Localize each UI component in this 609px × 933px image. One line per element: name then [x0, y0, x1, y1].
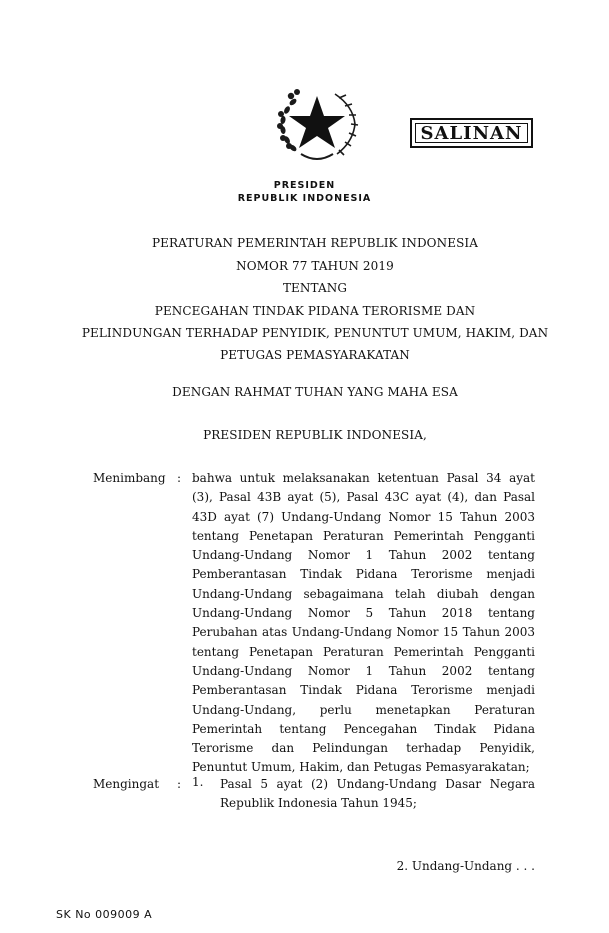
salinan-label: SALINAN — [420, 122, 523, 144]
observing-label: Mengingat — [93, 777, 160, 791]
salinan-stamp — [410, 118, 533, 148]
regulation-subject-line-2: PELINDUNGAN TERHADAP PENYIDIK, PENUNTUT UMUM, HAKIM, DAN — [81, 326, 549, 340]
regulation-about: TENTANG — [282, 281, 348, 295]
regulation-title: PERATURAN PEMERINTAH REPUBLIK INDONESIA — [151, 236, 479, 250]
regulation-subject-line-1: PENCEGAHAN TINDAK PIDANA TERORISME DAN — [154, 304, 476, 318]
considering-colon: : — [177, 471, 182, 485]
institution-line-2: REPUBLIK INDONESIA — [237, 193, 372, 204]
observing-item-number: 1. — [192, 775, 204, 789]
regulation-number: NOMOR 77 TAHUN 2019 — [236, 259, 394, 273]
document-serial-code: SK No 009009 A — [56, 908, 153, 921]
considering-label: Menimbang — [93, 471, 166, 485]
observing-colon: : — [177, 777, 182, 791]
presidential-emblem-icon — [273, 80, 361, 168]
issuer: PRESIDEN REPUBLIK INDONESIA, — [203, 428, 427, 442]
considering-text: bahwa untuk melaksanakan ketentuan Pasal 34 ayat (3), Pasal 43B ayat (5), Pasal 43C ayat (4), dan Pasal 43D ayat (7) Undang-Undang Nomor 15 Tahun 2003 tentang Penetapan Peraturan Pemerintah Pengganti Undang-Undang Nomor 1 Tahun 2002 tentang Pemberantasan Tindak Pidana Terorisme menjadi Undang-Undang sebagaimana telah diubah dengan Undang-Undang Nomor 5 Tahun 2018 tentang Perubahan atas Undang-Undang Nomor 15 Tahun 2003 tentang Penetapan Peraturan Pemerintah Pengganti Undang-Undang Nomor 1 Tahun 2002 tentang Pemberantasan Tindak Pidana Terorisme menjadi Undang-Undang, perlu menetapkan Peraturan Pemerintah tentang Pencegahan Tindak Pidana Terorisme dan Pelindungan terhadap Penyidik, Penuntut Umum, Hakim, dan Petugas Pemasyarakatan; — [192, 471, 535, 775]
institution-line-1: PRESIDEN — [273, 180, 336, 191]
invocation: DENGAN RAHMAT TUHAN YANG MAHA ESA — [172, 385, 458, 399]
page-continuation: 2. Undang-Undang . . . — [396, 859, 535, 873]
observing-item-text: Pasal 5 ayat (2) Undang-Undang Dasar Negara Republik Indonesia Tahun 1945; — [220, 777, 535, 811]
regulation-subject-line-3: PETUGAS PEMASYARAKATAN — [220, 348, 410, 362]
